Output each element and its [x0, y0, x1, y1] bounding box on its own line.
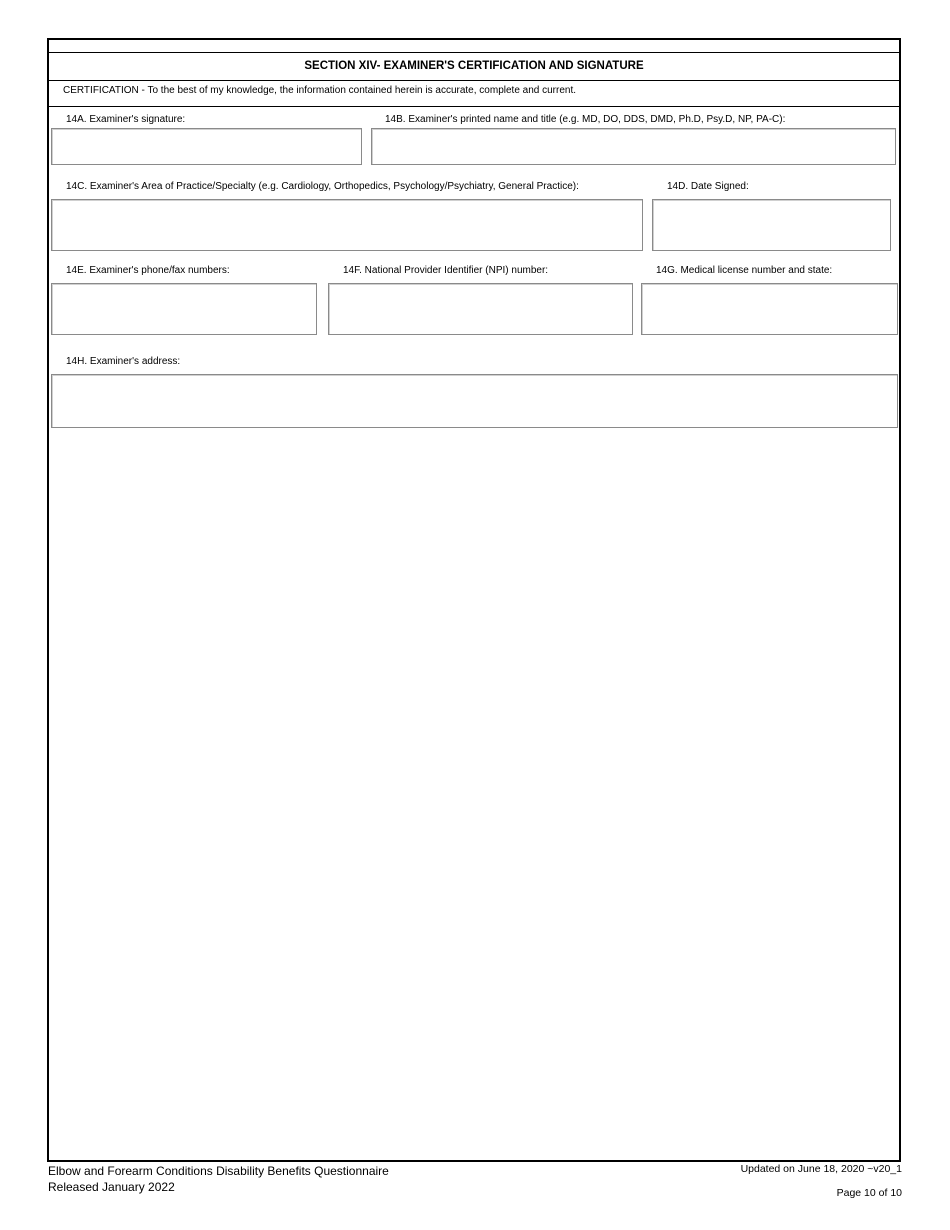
npi-number-field[interactable] — [328, 283, 633, 335]
footer-release-date: Released January 2022 — [48, 1180, 175, 1194]
medical-license-field[interactable] — [641, 283, 898, 335]
section-title: SECTION XIV- EXAMINER'S CERTIFICATION AND SIGNATURE — [49, 52, 899, 81]
label-14g: 14G. Medical license number and state: — [656, 265, 833, 276]
area-of-practice-field[interactable] — [51, 199, 643, 251]
label-14b: 14B. Examiner's printed name and title (e.g. MD, DO, DDS, DMD, Ph.D, Psy.D, NP, PA-C): — [385, 114, 786, 125]
label-14a: 14A. Examiner's signature: — [66, 114, 186, 125]
phone-fax-field[interactable] — [51, 283, 317, 335]
date-signed-field[interactable] — [652, 199, 891, 251]
label-14h: 14H. Examiner's address: — [66, 356, 181, 367]
label-14e: 14E. Examiner's phone/fax numbers: — [66, 265, 230, 276]
examiner-name-title-field[interactable] — [371, 128, 896, 165]
footer-updated: Updated on June 18, 2020 ~v20_1 — [740, 1163, 902, 1175]
label-14d: 14D. Date Signed: — [667, 181, 749, 192]
label-14f: 14F. National Provider Identifier (NPI) number: — [343, 265, 549, 276]
footer-page-number: Page 10 of 10 — [836, 1187, 902, 1199]
label-14c: 14C. Examiner's Area of Practice/Specialty (e.g. Cardiology, Orthopedics, Psychology/Psychiatry, General Practice): — [66, 181, 579, 192]
certification-statement: CERTIFICATION - To the best of my knowledge, the information contained herein is accurate, complete and current. — [49, 81, 899, 107]
footer-form-title: Elbow and Forearm Conditions Disability Benefits Questionnaire — [48, 1164, 389, 1178]
examiner-address-field[interactable] — [51, 374, 898, 428]
examiner-signature-field[interactable] — [51, 128, 362, 165]
